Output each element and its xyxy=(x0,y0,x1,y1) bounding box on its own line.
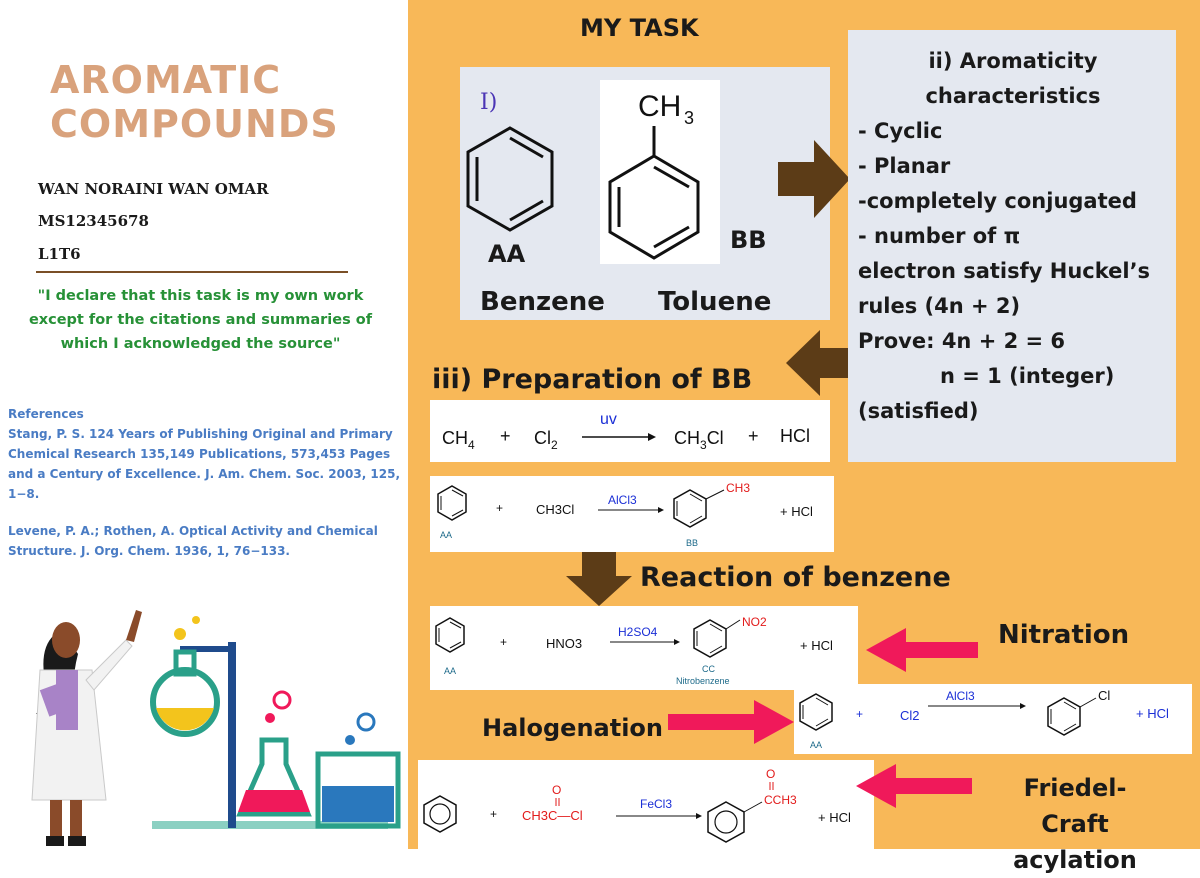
lab-equipment xyxy=(152,616,398,829)
benzene-structure xyxy=(462,122,562,240)
svg-text:+: + xyxy=(500,426,511,446)
svg-text:+: + xyxy=(496,501,504,515)
left-column xyxy=(0,0,408,849)
group-code: L1T6 xyxy=(38,245,81,263)
eq1-r1: $CH_4$ xyxy=(442,428,475,452)
lab-illustration xyxy=(0,590,408,849)
svg-text:+: + xyxy=(748,426,759,446)
svg-text:O: O xyxy=(766,767,776,781)
author-name: WAN NORAINI WAN OMAR xyxy=(38,180,269,198)
reference-1: Stang, P. S. 124 Years of Publishing Original and Primary Chemical Research 135,149 Publications, 573,453 Pages and a Century of Excellence. J. Am. Chem. Soc. 2003, 125, 1−8. xyxy=(8,427,401,501)
svg-text:+ HCl: + HCl xyxy=(800,638,833,653)
svg-text:H2SO4: H2SO4 xyxy=(618,625,658,639)
svg-text:CCH3: CCH3 xyxy=(764,793,797,807)
point-conjugated: -completely conjugated xyxy=(858,189,1137,213)
svg-text:+ HCl: + HCl xyxy=(818,810,851,825)
references-heading: References xyxy=(8,407,84,421)
aromaticity-title-2: characteristics xyxy=(925,84,1101,108)
svg-text:+ HCl: + HCl xyxy=(780,504,813,519)
svg-text:Nitrobenzene: Nitrobenzene xyxy=(676,676,730,686)
student-id: MS12345678 xyxy=(38,212,149,230)
svg-text:HNO3: HNO3 xyxy=(546,636,583,651)
pink-arrow-nitration-icon xyxy=(866,628,978,672)
eq1-condition: uv xyxy=(600,411,617,428)
title-line-2: COMPOUNDS xyxy=(50,102,339,146)
nitration-label: Nitration xyxy=(998,620,1130,650)
svg-text:CH3Cl: CH3Cl xyxy=(536,502,575,517)
eq1-p2: HCl xyxy=(780,426,810,446)
svg-text:CC: CC xyxy=(702,664,715,674)
svg-text:NO2: NO2 xyxy=(742,615,767,629)
svg-text:O: O xyxy=(552,783,562,797)
point-huckel: electron satisfy Huckel’s xyxy=(858,259,1151,283)
point-satisfied: (satisfied) xyxy=(858,399,979,423)
svg-text:Cl2: Cl2 xyxy=(900,708,920,723)
svg-text:FeCl3: FeCl3 xyxy=(640,797,673,811)
svg-text:AA: AA xyxy=(810,740,823,750)
svg-text:CH3: CH3 xyxy=(726,481,751,495)
eq1-p1: $CH_3Cl$ xyxy=(674,428,724,452)
svg-text:3: 3 xyxy=(684,108,695,128)
svg-text:+: + xyxy=(500,635,508,649)
equation-2 xyxy=(430,476,834,552)
point-planar: - Planar xyxy=(858,154,951,178)
arrow-right-icon xyxy=(778,140,850,218)
ch3-label: CH xyxy=(638,90,682,123)
svg-text:AA: AA xyxy=(444,666,457,676)
acylation-equation xyxy=(418,760,874,849)
svg-text:CH3C—Cl: CH3C—Cl xyxy=(522,808,583,823)
point-pi: - number of π xyxy=(858,224,1021,248)
point-cyclic: - Cyclic xyxy=(858,119,943,143)
svg-text:Cl: Cl xyxy=(1098,688,1111,703)
reference-2: Levene, P. A.; Rothen, A. Optical Activity and Chemical Structure. J. Org. Chem. 1936, 1, 76−133. xyxy=(8,524,378,558)
point-rule: rules (4n + 2) xyxy=(858,294,1021,318)
aromaticity-title-1: ii) Aromaticity xyxy=(928,49,1098,73)
title-line-1: AROMATIC xyxy=(50,58,282,102)
aa-label: AA xyxy=(488,240,526,268)
task-heading: MY TASK xyxy=(580,14,699,42)
benzene-name: Benzene xyxy=(480,287,605,317)
declaration: "I declare that this task is my own work except for the citations and summaries of which I acknowledged the source" xyxy=(28,288,373,352)
svg-text:AlCl3: AlCl3 xyxy=(946,689,975,703)
arrow-down-icon xyxy=(566,552,632,606)
svg-text:+: + xyxy=(490,807,498,821)
svg-text:AA: AA xyxy=(440,530,453,540)
reactions-heading: Reaction of benzene xyxy=(640,562,951,593)
preparation-heading: iii) Preparation of BB xyxy=(432,364,753,395)
point-prove: Prove: 4n + 2 = 6 xyxy=(858,329,1066,353)
pink-arrow-acylation-icon xyxy=(856,764,972,808)
pink-arrow-halogenation-icon xyxy=(668,700,794,744)
acylation-label xyxy=(990,770,1160,878)
point-n: n = 1 (integer) xyxy=(940,364,1115,388)
arrow-left-icon xyxy=(786,330,856,396)
svg-text:AlCl3: AlCl3 xyxy=(608,493,637,507)
eq1-r2: $Cl_2$ xyxy=(534,428,558,452)
scientist-figure xyxy=(32,610,142,846)
aromaticity-box xyxy=(848,30,1176,462)
part-i-label: I) xyxy=(480,90,498,115)
bb-label: BB xyxy=(730,226,767,254)
acylation-label-1: Friedel-Craft xyxy=(1023,774,1127,838)
divider xyxy=(36,271,348,273)
acylation-label-2: acylation xyxy=(1013,846,1137,874)
toluene-name: Toluene xyxy=(658,287,772,317)
nitration-equation xyxy=(430,606,858,690)
svg-text:BB: BB xyxy=(686,538,699,548)
poster-title xyxy=(50,58,339,146)
svg-text:+ HCl: + HCl xyxy=(1136,706,1169,721)
halogenation-equation xyxy=(794,684,1192,754)
equation-1 xyxy=(430,400,830,462)
svg-text:+: + xyxy=(856,707,864,721)
toluene-structure xyxy=(600,82,720,264)
halogenation-label: Halogenation xyxy=(482,714,664,742)
